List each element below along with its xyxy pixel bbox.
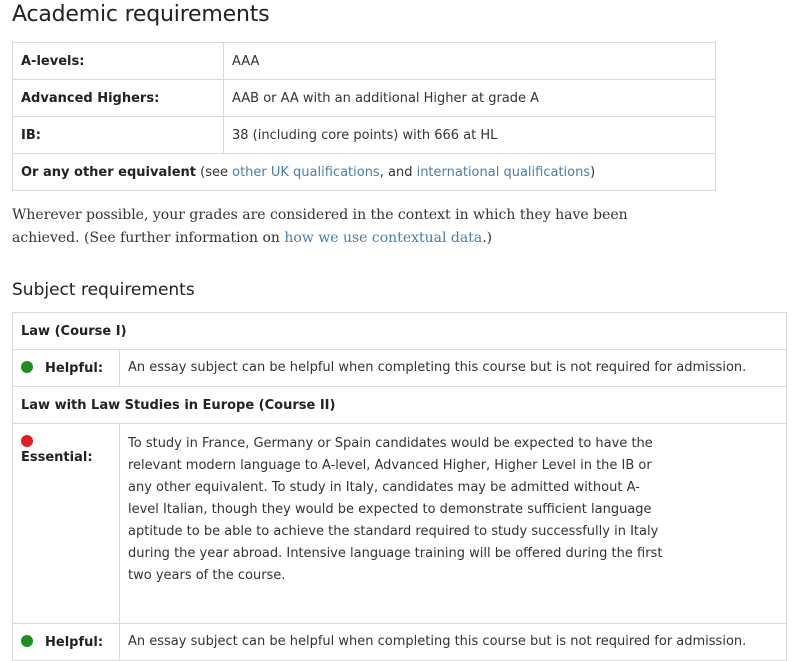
international-qualifications-link[interactable]: international qualifications <box>416 164 591 180</box>
course-name: Law (Course I) <box>13 313 787 350</box>
requirement-kind-cell <box>13 424 120 624</box>
requirement-row <box>13 624 787 661</box>
academic-requirements-heading: Academic requirements <box>12 2 270 27</box>
requirement-kind-cell <box>13 624 120 661</box>
row-value: AAB or AA with an additional Higher at grade A <box>224 80 716 117</box>
requirement-text: An essay subject can be helpful when completing this course but is not required for admission. <box>120 624 787 661</box>
row-label: A-levels: <box>13 43 224 80</box>
table-row-equivalent <box>13 154 716 191</box>
row-value: AAA <box>224 43 716 80</box>
table-row <box>13 80 716 117</box>
requirement-row <box>13 424 787 624</box>
academic-requirements-table <box>12 42 716 191</box>
equivalent-post: ) <box>590 164 596 180</box>
table-row <box>13 43 716 80</box>
row-label: IB: <box>13 117 224 154</box>
subject-requirements-table <box>12 312 787 661</box>
requirement-row <box>13 350 787 387</box>
red-dot-icon <box>21 435 33 447</box>
green-dot-icon <box>21 635 33 647</box>
requirement-kind-cell <box>13 350 120 387</box>
course-name: Law with Law Studies in Europe (Course II) <box>13 387 787 424</box>
requirement-kind: Essential: <box>21 450 93 465</box>
requirement-text: An essay subject can be helpful when completing this course but is not required for admission. <box>120 350 787 387</box>
requirement-text-body: To study in France, Germany or Spain candidates would be expected to have the relevant modern language to A-level, Advanced Higher, Higher Level in the IB or any other equivalent. To study in Italy, candidates may be admitted without A-level Italian, though they would be expected to demonstrate sufficient language aptitude to be able to achieve the standard required to study successfully in Italy during the year abroad. Intensive language training will be offered during the first two years of the course. <box>128 436 663 583</box>
course-row <box>13 313 787 350</box>
equivalent-label: Or any other equivalent <box>21 164 196 180</box>
contextual-data-link[interactable]: how we use contextual data <box>284 230 483 246</box>
requirement-kind: Helpful: <box>45 360 104 376</box>
requirement-kind: Helpful: <box>45 634 104 650</box>
table-row <box>13 117 716 154</box>
course-row <box>13 387 787 424</box>
equivalent-pre: (see <box>196 164 233 180</box>
green-dot-icon <box>21 361 33 373</box>
requirement-text <box>120 424 787 624</box>
contextual-text: Wherever possible, your grades are considered in the context in which they have been achieved. (See further information on <box>12 207 628 246</box>
other-uk-qualifications-link[interactable]: other UK qualifications <box>232 164 380 180</box>
subject-requirements-heading: Subject requirements <box>12 280 195 300</box>
row-value: 38 (including core points) with 666 at HL <box>224 117 716 154</box>
equivalent-cell <box>13 154 716 191</box>
equivalent-mid: , and <box>379 164 417 180</box>
row-label: Advanced Highers: <box>13 80 224 117</box>
contextual-data-paragraph <box>12 204 692 250</box>
contextual-post: .) <box>482 230 493 246</box>
